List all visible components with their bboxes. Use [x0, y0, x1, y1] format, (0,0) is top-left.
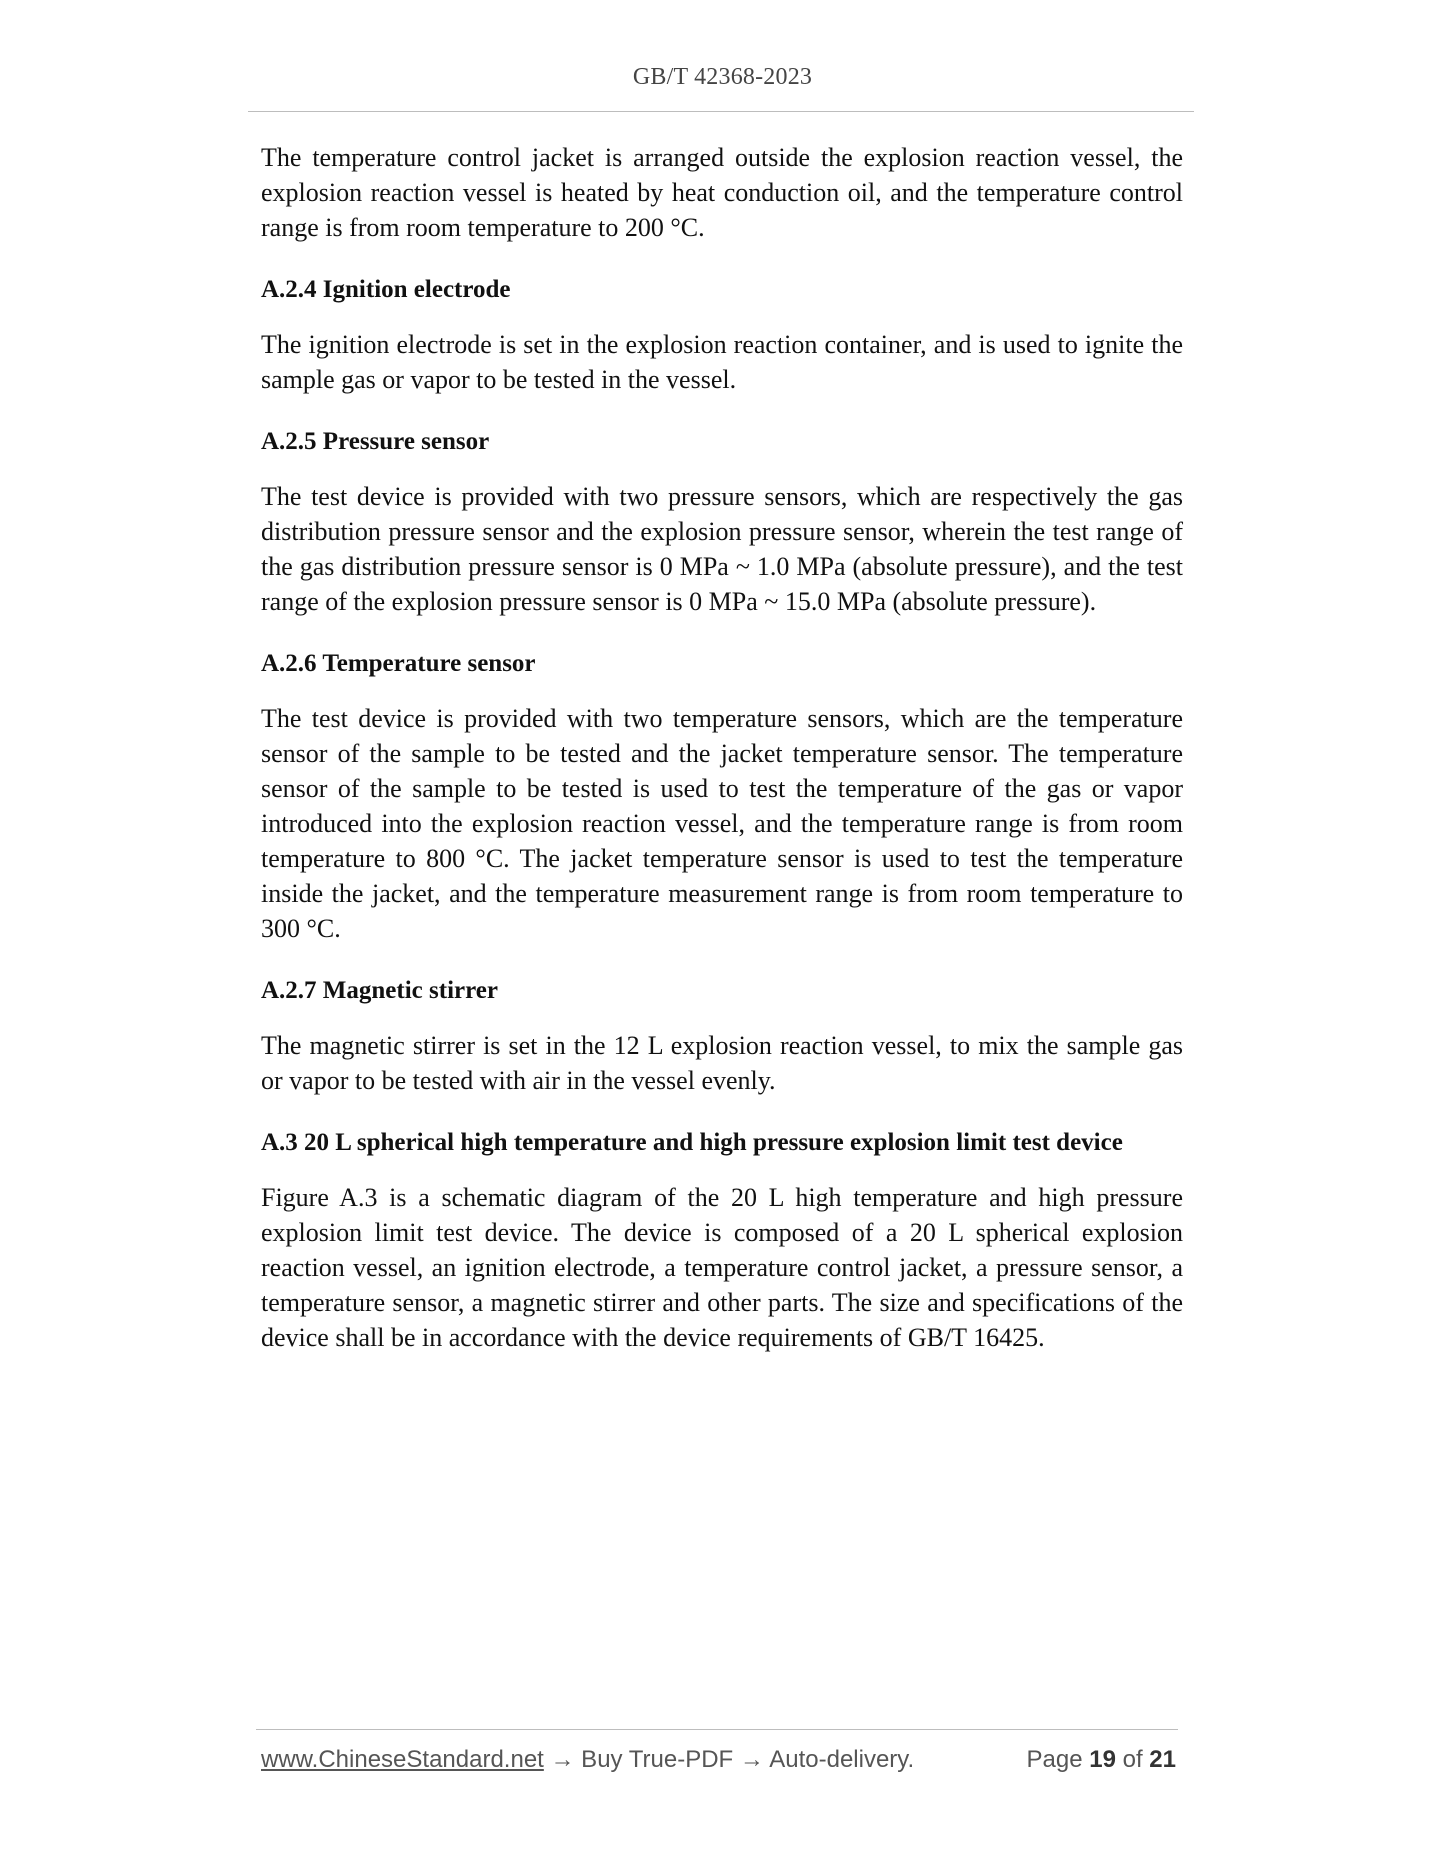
- footer-promo: [261, 1744, 914, 1776]
- paragraph-20l-device: Figure A.3 is a schematic diagram of the 20 L high temperature and high pressure explosion limit test device. The device is composed of a 20 L spherical explosion reaction vessel, an ignition electrode, a temperature control jacket, a pressure sensor, a temperature sensor, a magnetic stirrer and other parts. The size and specifications of the device shall be in accordance with the device requirements of GB/T 16425.: [261, 1183, 1183, 1352]
- header-divider: [248, 111, 1194, 112]
- page-total: 21: [1149, 1746, 1176, 1773]
- chinesestandard-link[interactable]: www.ChineseStandard.net: [261, 1746, 544, 1773]
- page-label: Page: [1026, 1746, 1090, 1773]
- page-of-label: of: [1115, 1746, 1150, 1773]
- section-heading-a24: A.2.4 Ignition electrode: [261, 276, 511, 303]
- page-body: [261, 140, 1183, 1383]
- section-heading-a27: A.2.7 Magnetic stirrer: [261, 977, 498, 1004]
- paragraph-temperature-sensor: The test device is provided with two temperature sensors, which are the temperature sensor of the sample to be tested and the jacket temperature sensor. The temperature sensor of the sample to be tested is used to test the temperature of the gas or vapor introduced into the explosion reaction vessel, and the temperature range is from room temperature to 800 °C. The jacket temperature sensor is used to test the temperature inside the jacket, and the temperature measurement range is from room temperature to 300 °C.: [261, 704, 1183, 943]
- section-heading-a3: A.3 20 L spherical high temperature and high pressure explosion limit test device: [261, 1129, 1123, 1156]
- footer-divider: [256, 1729, 1178, 1730]
- section-heading-a25: A.2.5 Pressure sensor: [261, 428, 490, 455]
- paragraph-temperature-jacket: The temperature control jacket is arranged outside the explosion reaction vessel, the explosion reaction vessel is heated by heat conduction oil, and the temperature control range is from room temperature to 200 °C.: [261, 143, 1183, 242]
- page-current: 19: [1089, 1746, 1116, 1773]
- document-code-header: GB/T 42368-2023: [632, 64, 813, 90]
- footer-promo-text: → Buy True-PDF → Auto-delivery.: [543, 1746, 915, 1773]
- page-number: [1027, 1744, 1176, 1776]
- paragraph-ignition-electrode: The ignition electrode is set in the explosion reaction container, and is used to ignite the sample gas or vapor to be tested in the vessel.: [261, 330, 1183, 394]
- paragraph-magnetic-stirrer: The magnetic stirrer is set in the 12 L explosion reaction vessel, to mix the sample gas or vapor to be tested with air in the vessel evenly.: [261, 1031, 1183, 1095]
- paragraph-pressure-sensor: The test device is provided with two pressure sensors, which are respectively the gas distribution pressure sensor and the explosion pressure sensor, wherein the test range of the gas distribution pressure sensor is 0 MPa ~ 1.0 MPa (absolute pressure), and the test range of the explosion pressure sensor is 0 MPa ~ 15.0 MPa (absolute pressure).: [261, 482, 1183, 616]
- section-heading-a26: A.2.6 Temperature sensor: [261, 650, 536, 677]
